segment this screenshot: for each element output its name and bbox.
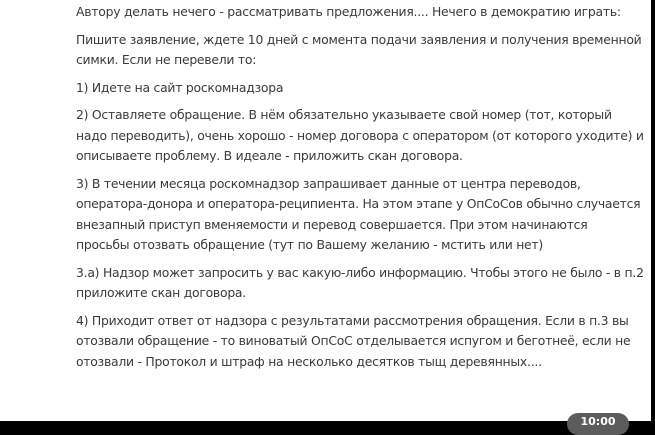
message-step-2: 2) Оставляете обращение. В нём обязательно указываете свой номер (тот, который надо переводить), очень хорошо - номер договора с оператором (от которого уходите) и описываете проблему. В идеале - приложить скан договора. <box>76 107 644 163</box>
timestamp-badge: 10:00 <box>567 413 629 435</box>
message-step-4: 4) Приходит ответ от надзора с результатами рассмотрения обращения. Если в п.3 вы отозвали обращение - то виноватый ОпСоС отделывается испугом и беготнеё, если не отозвали - Протокол и штраф на несколько десятков тыщ деревянных.... <box>76 312 631 369</box>
message-step-1: 1) Идете на сайт роскомнадзора <box>76 79 284 95</box>
message-step-3: 3) В течении месяца роскомнадзор запрашивает данные от центра переводов, оператора-донора и оператора-реципиента. На этом этапе у ОпСоСов обычно случается внезапный приступ вменяемости и перевод совершается. При этом начинаются просьбы отозвать обращение (тут по Вашему желанию - мстить или нет) <box>76 175 641 252</box>
message-step-3a: 3.а) Надзор может запросить у вас какую-либо информацию. Чтобы этого не было - в п.2 приложите скан договора. <box>76 264 644 300</box>
message-bubble <box>76 2 644 379</box>
message-paragraph-intro: Автору делать нечего - рассматривать предложения.... Нечего в демократию играть: <box>76 4 621 19</box>
message-paragraph-instructions: Пишите заявление, ждете 10 дней с момента подачи заявления и получения временной симки. Если не перевели то: <box>76 31 642 67</box>
